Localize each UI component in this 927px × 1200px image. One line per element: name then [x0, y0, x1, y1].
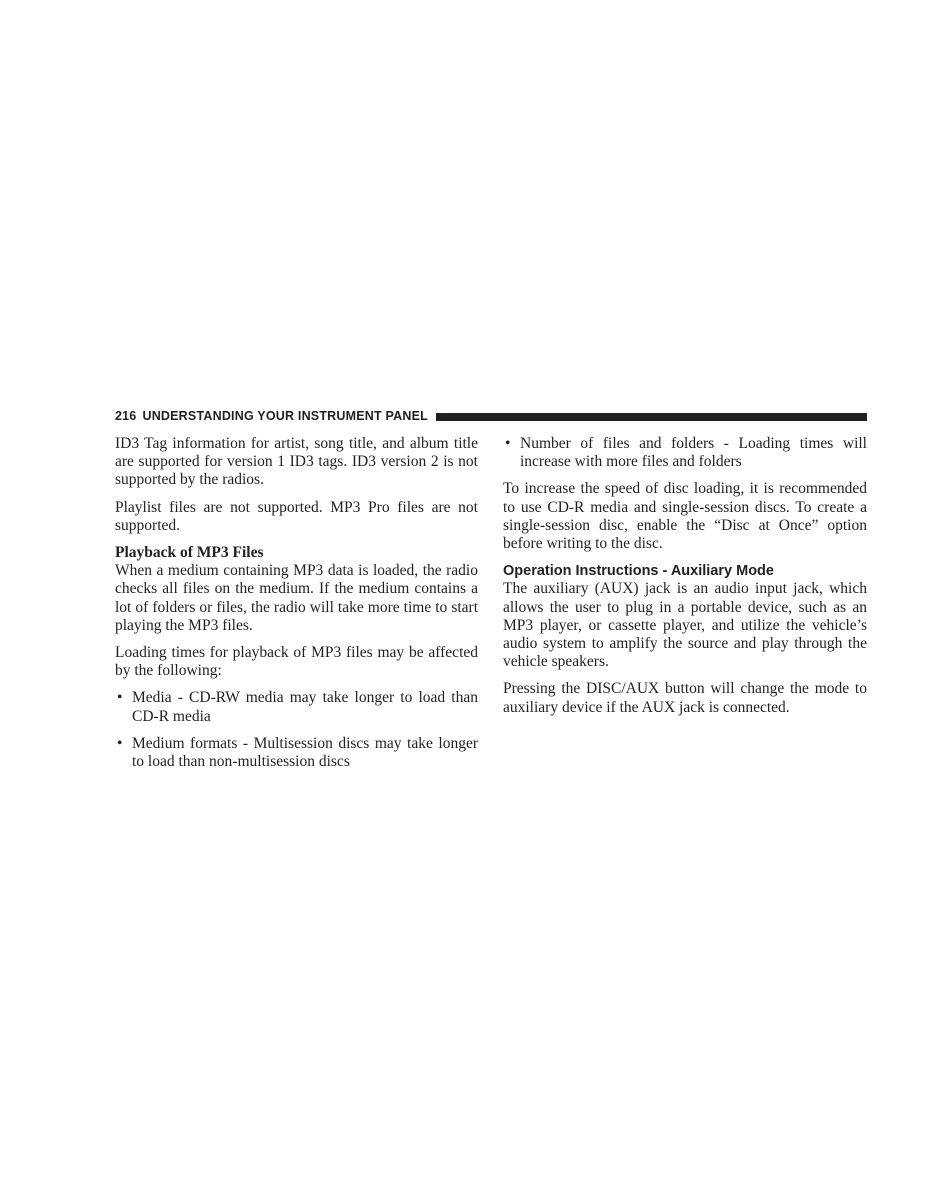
paragraph-playlist: Playlist files are not supported. MP3 Pro files are not supported. [115, 498, 478, 534]
left-column [115, 435, 478, 780]
paragraph-disc-loading-speed: To increase the speed of disc loading, it is recommended to use CD-R media and single-session discs. To create a single-session disc, enable the “Disc at Once” option before writing to the disc. [503, 480, 867, 553]
list-item [503, 435, 867, 471]
paragraph-id3-tags: ID3 Tag information for artist, song title, and album title are supported for version 1 ID3 tags. ID3 version 2 is not supported by the radios. [115, 435, 478, 489]
paragraph-loading-times: Loading times for playback of MP3 files may be affected by the following: [115, 644, 478, 680]
list-item-text: Media - CD-RW media may take longer to load than CD-R media [132, 689, 478, 725]
heading-auxiliary-mode: Operation Instructions - Auxiliary Mode [503, 563, 774, 580]
paragraph-aux-jack: The auxiliary (AUX) jack is an audio input jack, which allows the user to plug in a portable device, such as an MP3 player, or cassette player, and utilize the vehicle’s audio system to amplify the source and play through the vehicle speakers. [503, 580, 867, 671]
list-item [115, 735, 478, 771]
list-item [115, 689, 478, 725]
paragraph-medium-loaded: When a medium containing MP3 data is loaded, the radio checks all files on the medium. If the medium contains a lot of folders or files, the radio will take more time to start playing the MP3 files. [115, 562, 478, 634]
bullet-icon: • [117, 734, 123, 752]
section-title: UNDERSTANDING YOUR INSTRUMENT PANEL [142, 409, 428, 423]
heading-playback-mp3: Playback of MP3 Files [115, 544, 264, 562]
list-item-text: Number of files and folders - Loading times will increase with more files and folders [520, 435, 867, 471]
loading-factors-list [115, 689, 478, 771]
loading-factors-list-continued [503, 435, 867, 471]
list-item-text: Medium formats - Multisession discs may take longer to load than non-multisession discs [132, 734, 478, 771]
header-rule [436, 413, 867, 421]
bullet-icon: • [505, 435, 511, 452]
bullet-icon: • [117, 689, 123, 707]
paragraph-disc-aux-button: Pressing the DISC/AUX button will change the mode to auxiliary device if the AUX jack is connected. [503, 680, 867, 716]
page-number: 216 [115, 409, 137, 423]
page-header [115, 407, 867, 425]
right-column [503, 435, 867, 726]
